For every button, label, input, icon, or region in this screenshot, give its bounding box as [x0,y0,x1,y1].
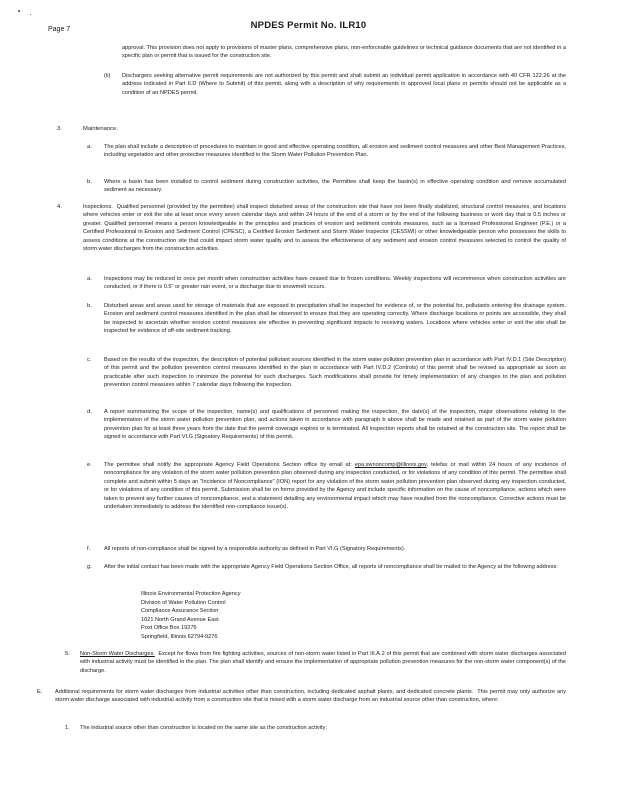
section-4-intro-text: Qualified personnel (provided by the permittee) shall inspect disturbed areas of the construction site that have not been finally stabilized, structural control measures, and locations where vehicles enter or exit the site at least once every seven calendar days and within 24 hours of the end of a storm or by the end of the following business or work day that is 0.5 inches or greater. Qualified personnel means a person knowledgeable in the principles and practices of erosion and sediment controls measures, such as a licensed Professional Engineer (P.E.) or a Certified Professional in Erosion and Sediment Control (CPESC), a Certified Erosion Sediment and Storm Water Inspector (CESSWI) or other knowledgeable person who possesses the skills to assess conditions at the construction site that could impact storm water quality and to assess the effectiveness of any sediment and erosion control measures selected to control the quality of storm water discharges from the construction activities. [83,204,567,253]
continuation-paragraph: approval. This provision does not apply to provisions of master plans, comprehensive plans, non-enforceable guidelines or technical guidance documents that are not identified in a specific plan or permit that is issued for the construction site. [122,45,566,60]
address-line: Division of Water Pollution Control [141,599,226,606]
agency-email-link[interactable]: epa.swnoncomp@illinois.gov [354,462,427,468]
agency-mailing-address [141,590,241,642]
section-3-heading: Maintenance. [83,126,118,132]
section-4a-text: Inspections may be reduced to once per month when construction activities have ceased due to frozen conditions. Weekly inspections will recommence when construction activities are conducted, or if there is 0.5" or greater rain event, or a discharge due to snowmelt occurs. [104,276,566,291]
section-4e-text-after: , telefax or mail within 24 hours of any incidence of noncompliance for any violation of the storm water pollution prevention plan observed during any inspection conducted, or for violations of any condition of this permit. The permittee shall complete and submit within 5 days an "Incidence of Noncompliance" (ION) report for any violation of the storm water pollution prevention plan observed during any inspection conducted, or for violations of any condition of this permit. Submission shall be on forms provided by the Agency and include specific information on the cause of noncompliance, actions which were taken to prevent any further causes of noncompliance, and a statement detailing any environmental impact which may have resulted from the noncompliance. Corrective actions must be undertaken immediately to address the identified non-compliance issue(s). [104,462,566,511]
section-e-paragraph [55,688,566,705]
section-4-intro [83,203,566,253]
address-line: Post Office Box 19276 [141,625,197,632]
section-3b-label: b. [87,179,92,185]
section-4g-text: After the initial contact has been made with the appropriate Agency Field Operations Section Office, all reports of noncompliance shall be mailed to the Agency at the following address: [104,564,558,570]
scan-speck [18,10,20,12]
section-4c-text: Based on the results of the inspection, the description of potential pollutant sources identified in the storm water pollution prevention plan in accordance with Part IV.D.1 (Site Description) of this permit and the pollution prevention control measures identified in the plan in accordance with Part IV.D.2 (Controls) of this permit shall be revised as appropriate as soon as practicable after such inspection to minimize the potential for such discharges. Such modifications shall provide for timely implementation of any changes to the plan and pollution prevention control measures within 7 calendar days following the inspection. [104,357,566,389]
section-4-number: 4. [57,204,62,210]
section-4d-label: d. [87,409,92,415]
section-4c-label: c. [87,357,92,363]
section-4f-text: All reports of non-compliance shall be signed by a responsible authority as defined in Part VI.G (Signatory Requirements). [104,546,406,552]
section-3b-text: Where a basin has been installed to control sediment during construction activities, the Permittee shall keep the basin(s) in effective operating condition and remove accumulated sediment as necessary. [104,179,566,194]
section-5-paragraph [80,650,566,675]
section-5-heading: Non-Storm Water Discharges. [80,651,155,657]
section-e-heading: Additional requirements for storm water discharges from industrial activities other than construction, including dedicated asphalt plants, and dedicated concrete plants. [55,689,474,695]
permit-title: NPDES Permit No. ILR10 [250,20,367,31]
section-e-label: E. [37,689,43,695]
section-4g-label: g. [87,564,92,570]
section-5-text: Except for flows from fire fighting activities, sources of non-storm water listed in Part III.A.2 of this permit that are combined with storm water discharges associated with industrial activity must be identified in the plan. The plan shall identify and ensure the implementation of appropriate pollution prevention measures for the non-storm water component(s) of the discharge. [80,651,566,674]
item-ii-label: (ii) [104,73,111,79]
section-e-text: This permit may only authorize any storm water discharge associated with industrial activity from a construction site that is mixed with a storm water discharge from an industrial source other than construction, where: [55,689,566,704]
section-4b-text: Disturbed areas and areas used for storage of materials that are exposed to precipitation shall be inspected for evidence of, or the potential for, pollutants entering the drainage system. Erosion and sediment control measures identified in the plan shall be observed to ensure that they are operating correctly. Where discharge locations or points are accessible, they shall be inspected to ascertain whether erosion control measures are effective in preventing significant impacts to receiving waters. Locations where vehicles enter or exit the site shall be inspected for evidence of off-site sediment tracking. [104,303,566,335]
section-4-heading: Inspections. [83,204,113,210]
address-line: Compliance Assurance Section [141,608,219,615]
address-line: Illinois Environmental Protection Agency [141,591,241,597]
section-4f-label: f. [87,546,91,552]
address-line: 1021 North Grand Avenue East [141,616,219,623]
section-4e-label: e. [87,462,92,468]
section-4b-label: b. [87,303,92,309]
section-3a-text: The plan shall include a description of procedures to maintain in good and effective operating condition, all erosion and sediment control measures and other Best Management Practices, including vegetation and other protective measures identified in the Storm Water Pollution Prevention Plan. [104,144,566,159]
section-3-number: 3. [57,126,62,132]
section-4e-text [104,461,566,511]
section-3a-label: a. [87,144,92,150]
page-number: Page 7 [48,26,71,33]
section-e1-label: 1. [65,725,70,731]
address-line: Springfield, Illinois 62794-9276 [141,633,218,640]
section-4a-label: a. [87,276,92,282]
section-4d-text: A report summarizing the scope of the inspection, name(s) and qualifications of personnel making the inspection, the date(s) of the inspection, major observations relating to the implementation of the storm water pollution prevention plan, and actions taken in accordance with paragraph b above shall be made and retained as part of the storm water pollution prevention plan for at least three years from the date that the permit coverage expires or is terminated. All inspection reports shall be retained at the construction site. The report shall be signed in accordance with Part VI.G (Signatory Requirements) of this permit. [104,409,566,441]
item-ii-text: Dischargers seeking alternative permit requirements are not authorized by this permit and shall submit an individual permit application in accordance with 40 CFR 122.26 at the address indicated in Part II.D (Where to Submit) of this permit, along with a description of why requirements in approved local plans or permits should not be applicable as a condition of an NPDES permit. [122,73,566,96]
scan-speck [30,14,31,15]
section-e1-text: The industrial source other than construction is located on the same site as the construction activity; [80,725,327,731]
section-4e-text-before: The permittee shall notify the appropriate Agency Field Operations Section office by email at: [104,462,355,468]
section-5-number: 5. [65,651,70,657]
